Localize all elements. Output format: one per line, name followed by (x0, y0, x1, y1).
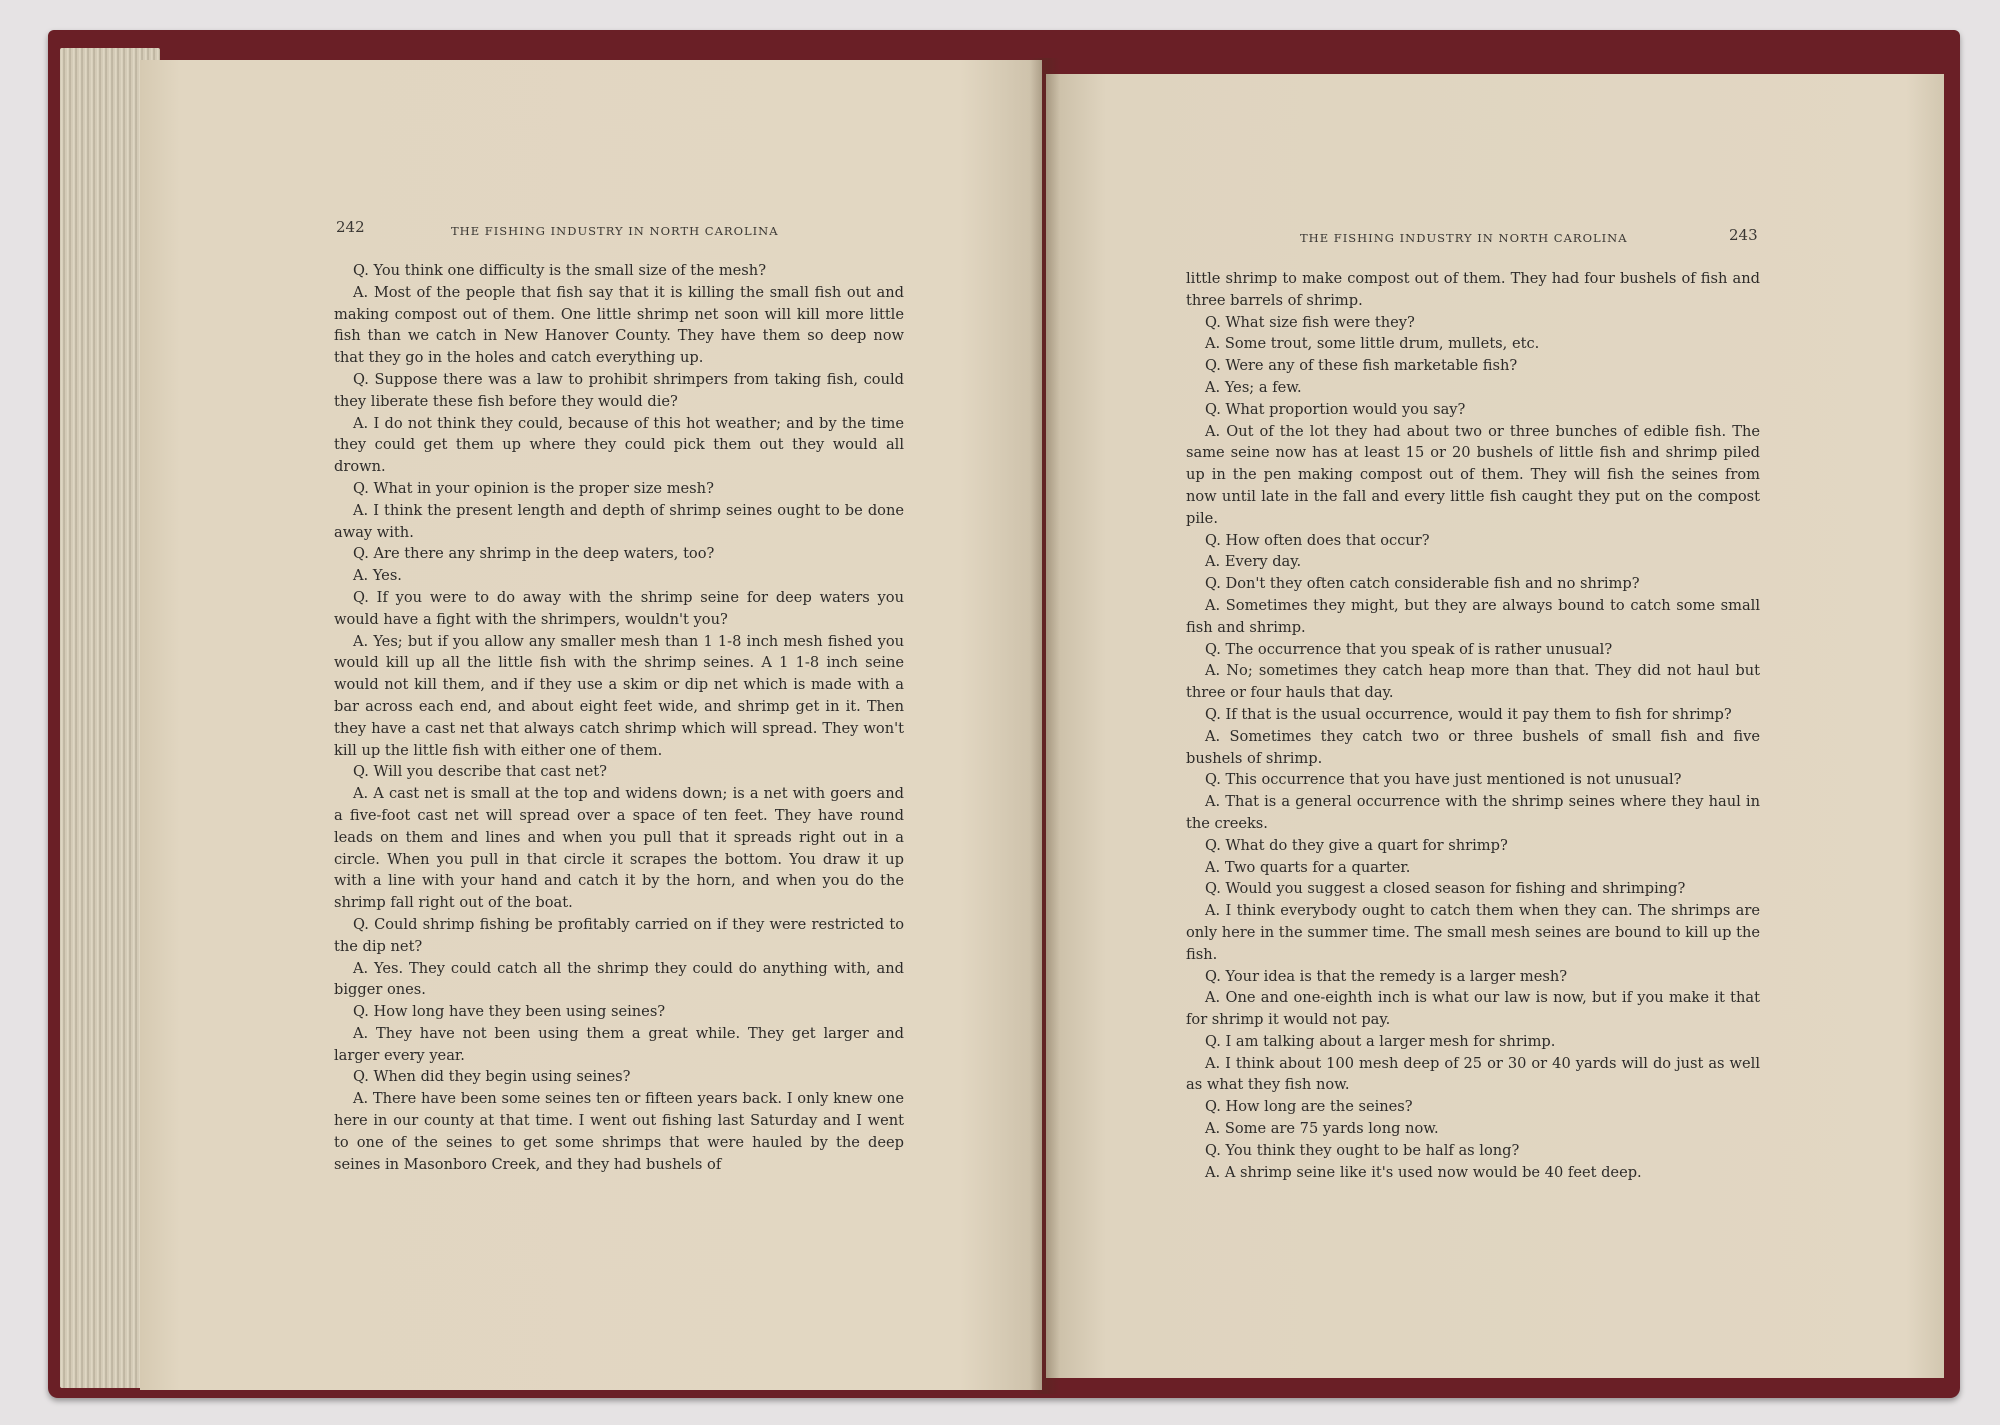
paragraph: A. Two quarts for a quarter. (1205, 858, 1411, 876)
paragraph: Q. What size fish were they? (1205, 313, 1415, 331)
paragraph: Q. Could shrimp fishing be profitably carried on if they were restricted to the dip net? (334, 915, 904, 955)
paragraph: Q. How long have they been using seines? (353, 1003, 666, 1021)
paragraph: A. Out of the lot they had about two or three bunches of edible fish. The same seine now has at least 15 or 20 bushels of little fish and shrimp piled up in the pen making compost out of them. They will fish the seines from now until late in the fall and every little fish caught they put on the compost pile. (1186, 422, 1760, 527)
left-page-text (334, 260, 904, 1175)
paragraph: Q. What do they give a quart for shrimp? (1205, 836, 1508, 854)
paragraph: A. I think about 100 mesh deep of 25 or 30 or 40 yards will do just as well as what they fish now. (1186, 1054, 1760, 1094)
paragraph: A. There have been some seines ten or fifteen years back. I only knew one here in our county at that time. I went out fishing last Saturday and I went to one of the seines to get some shrimps that were hauled by the deep seines in Masonboro Creek, and they had bushels of (334, 1090, 904, 1173)
paragraph: A. A cast net is small at the top and widens down; is a net with goers and a five-foot cast net will spread over a space of ten feet. They have round leads on them and lines and when you pull that it spreads right out in a circle. When you pull in that circle it scrapes the bottom. You draw it up with a line with your hand and catch it by the horn, and when you do the shrimp fall right out of the boat. (334, 785, 904, 912)
paragraph: Q. Will you describe that cast net? (353, 763, 607, 781)
paragraph: A. Most of the people that fish say that it is killing the small fish out and making compost out of them. One little shrimp net soon will kill more little fish than we catch in New Hanover County. They have them so deep now that they go in the holes and catch everything up. (334, 283, 904, 367)
paragraph: Q. Suppose there was a law to prohibit shrimpers from taking fish, could they liberate these fish before they would die? (334, 370, 904, 410)
right-page-text (1186, 268, 1760, 1183)
paragraph: A. Yes. They could catch all the shrimp they could do anything with, and bigger ones. (334, 959, 904, 999)
paragraph: Q. How long are the seines? (1205, 1098, 1413, 1116)
paragraph: A. One and one-eighth inch is what our law is now, but if you make it that for shrimp it would not pay. (1186, 989, 1760, 1029)
paragraph: A. They have not been using them a great while. They get larger and larger every year. (334, 1024, 904, 1064)
paragraph: Q. You think they ought to be half as long? (1205, 1141, 1520, 1159)
paragraph: Q. You think one difficulty is the small size of the mesh? (353, 262, 767, 279)
right-running-head: THE FISHING INDUSTRY IN NORTH CAROLINA (1300, 231, 1628, 245)
paragraph: A. A shrimp seine like it's used now would be 40 feet deep. (1205, 1163, 1642, 1181)
paragraph: A. Yes. (353, 567, 402, 585)
paragraph: Q. Were any of these fish marketable fish? (1205, 357, 1518, 375)
paragraph: A. I think the present length and depth of shrimp seines ought to be done away with. (334, 501, 904, 541)
paragraph: A. Some are 75 yards long now. (1205, 1120, 1439, 1138)
paragraph: Q. Would you suggest a closed season for fishing and shrimping? (1205, 880, 1686, 898)
paragraph: Q. When did they begin using seines? (353, 1068, 631, 1086)
paragraph: Q. I am talking about a larger mesh for shrimp. (1205, 1032, 1556, 1050)
left-running-head: THE FISHING INDUSTRY IN NORTH CAROLINA (451, 224, 779, 238)
paragraph: Q. What in your opinion is the proper size mesh? (353, 479, 714, 497)
paragraph: A. That is a general occurrence with the shrimp seines where they haul in the creeks. (1186, 793, 1760, 832)
paragraph: A. I do not think they could, because of this hot weather; and by the time they could get them up where they could pick them out they would all drown. (334, 414, 904, 476)
paragraph: Q. Don't they often catch considerable fish and no shrimp? (1205, 575, 1640, 593)
paragraph: A. Yes; a few. (1205, 378, 1302, 396)
paragraph: Q. How often does that occur? (1205, 531, 1430, 549)
paragraph: A. No; sometimes they catch heap more than that. They did not haul but three or four hauls that day. (1186, 662, 1760, 702)
paragraph: Q. The occurrence that you speak of is rather unusual? (1205, 640, 1613, 658)
paragraph: Q. If that is the usual occurrence, would it pay them to fish for shrimp? (1205, 705, 1732, 723)
paragraph: A. Some trout, some little drum, mullets, etc. (1205, 335, 1540, 353)
paragraph: A. I think everybody ought to catch them when they can. The shrimps are only here in the summer time. The small mesh seines are bound to kill up the fish. (1186, 902, 1760, 963)
paragraph: Q. If you were to do away with the shrimp seine for deep waters you would have a fight with the shrimpers, wouldn't you? (334, 588, 904, 628)
paragraph: Q. Your idea is that the remedy is a larger mesh? (1205, 967, 1568, 985)
paragraph: Q. What proportion would you say? (1205, 400, 1466, 418)
paragraph: A. Yes; but if you allow any smaller mesh than 1 1-8 inch mesh fished you would kill up all the little fish with the shrimp seines. A 1 1-8 inch seine would not kill them, and if they use a skim or dip net which is made with a bar across each end, and about eight feet wide, and shrimp get in it. Then they have a cast net that always catch shrimp which will spread. They won't kill up the little fish with either one of them. (334, 632, 904, 759)
right-page-number: 243 (1729, 226, 1758, 244)
paragraph: Q. Are there any shrimp in the deep waters, too? (353, 545, 715, 563)
paragraph: A. Sometimes they catch two or three bushels of small fish and five bushels of shrimp. (1186, 727, 1760, 767)
book-gutter (1030, 58, 1060, 1394)
paragraph: Q. This occurrence that you have just mentioned is not unusual? (1205, 771, 1682, 789)
left-page-number: 242 (336, 218, 365, 236)
paragraph: A. Every day. (1205, 553, 1302, 571)
paragraph: A. Sometimes they might, but they are always bound to catch some small fish and shrimp. (1186, 596, 1760, 636)
continuation-paragraph: little shrimp to make compost out of them. They had four bushels of fish and three barrels of shrimp. (1186, 270, 1760, 309)
